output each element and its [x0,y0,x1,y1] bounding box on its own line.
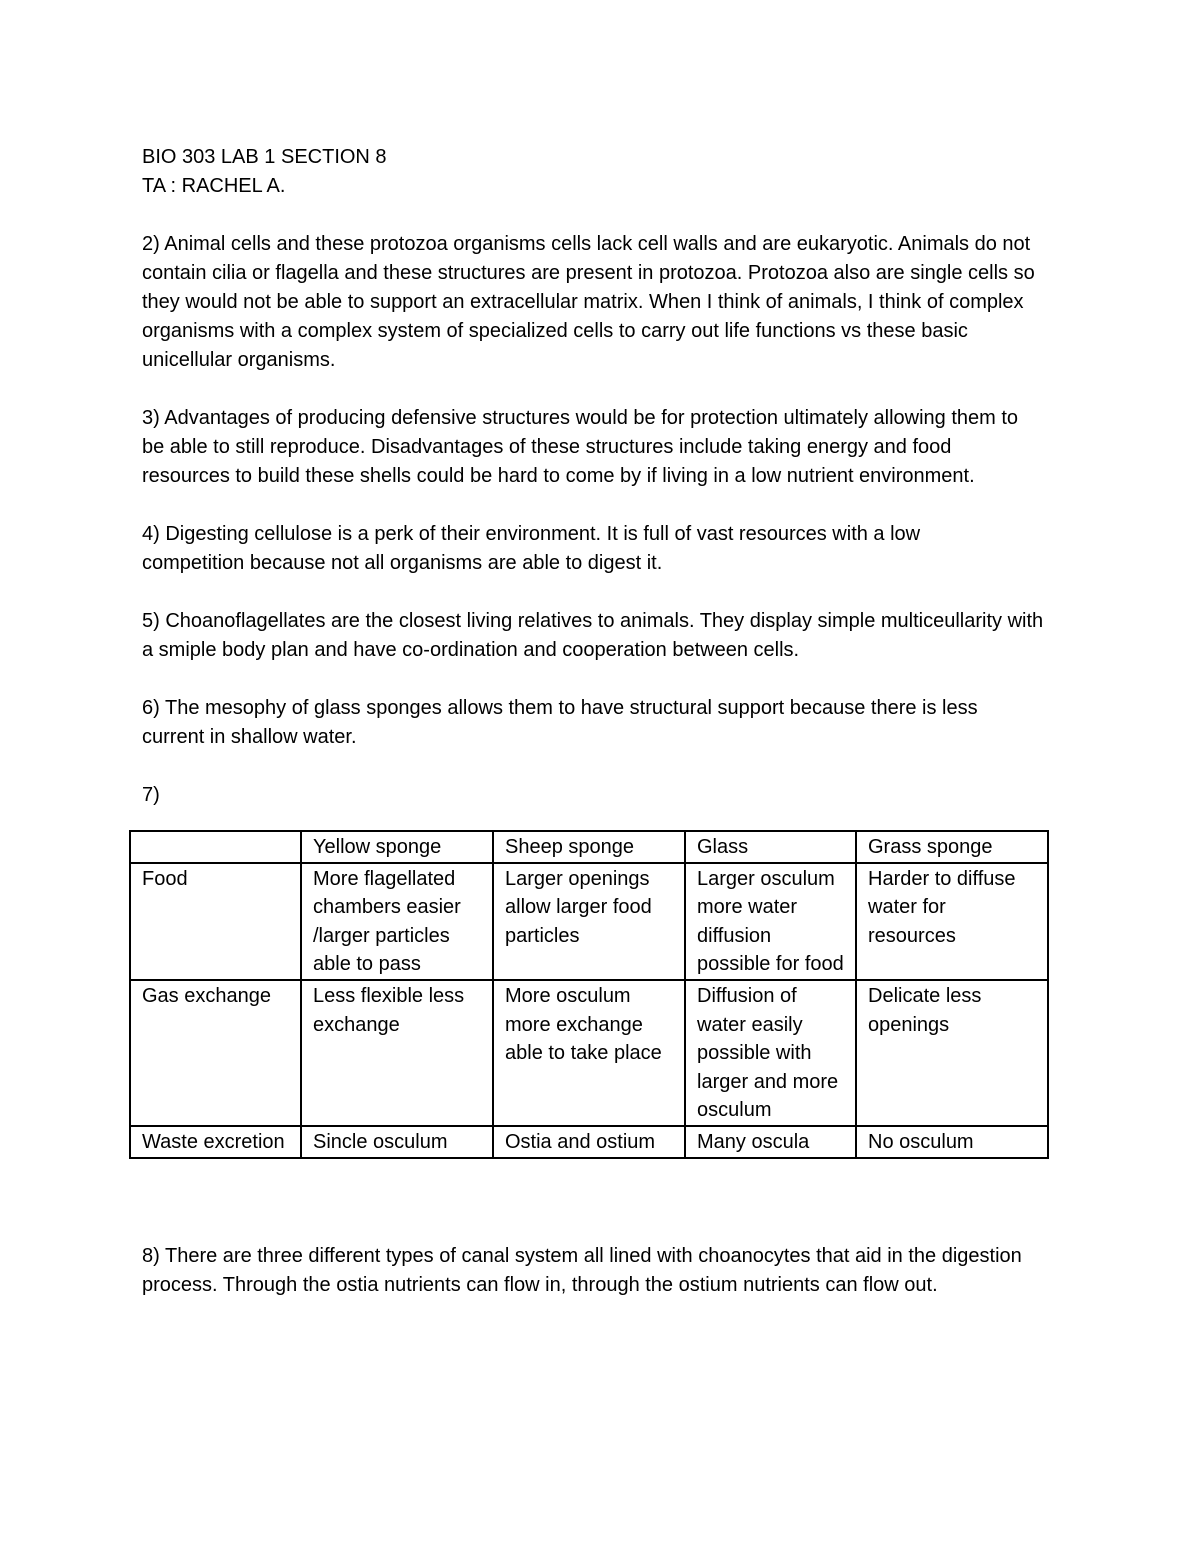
document-header [142,143,1062,201]
table-header-cell: Sheep sponge [493,831,685,863]
table-row [130,1126,1048,1158]
ta-name: TA : RACHEL A. [142,175,286,197]
table-header-row [130,831,1048,863]
table-header-cell: Grass sponge [856,831,1048,863]
sponge-comparison-table [129,830,1049,1159]
table-cell: Many oscula [685,1126,856,1158]
table-cell: Larger osculum more water diffusion possible for food [685,863,856,980]
table-cell: More osculum more exchange able to take place [493,980,685,1126]
course-title: BIO 303 LAB 1 SECTION 8 [142,146,387,168]
answer-3: 3) Advantages of producing defensive structures would be for protection ultimately allowing them to be able to still reproduce. Disadvantages of these structures include taking energy and food resources to build these shells could be hard to come by if living in a low nutrient environment. [142,407,1019,487]
answer-7-label: 7) [142,784,160,806]
document-body [142,143,1062,810]
table-cell: Harder to diffuse water for resources [856,863,1048,980]
table-cell: Ostia and ostium [493,1126,685,1158]
table-row [130,980,1048,1126]
table-header-cell [130,831,301,863]
table-cell: Food [130,863,301,980]
answer-8: 8) There are three different types of canal system all lined with choanocytes that aid in the digestion process. Through the ostia nutrients can flow in, through the ostium nutrients can flow out. [142,1245,1022,1296]
document-body-after-table [142,1242,1062,1329]
table-cell: Delicate less openings [856,980,1048,1126]
table-cell: More flagellated chambers easier /larger particles able to pass [301,863,493,980]
answer-4: 4) Digesting cellulose is a perk of their environment. It is full of vast resources with a low competition because not all organisms are able to digest it. [142,523,921,574]
table-header-cell: Yellow sponge [301,831,493,863]
answer-2: 2) Animal cells and these protozoa organisms cells lack cell walls and are eukaryotic. Animals do not contain cilia or flagella and these structures are present in protozoa. Protozoa also are single cells so they would not be able to support an extracellular matrix. When I think of animals, I think of complex organisms with a complex system of specialized cells to carry out life functions vs these basic unicellular organisms. [142,233,1035,371]
table-cell: Waste excretion [130,1126,301,1158]
table-row [130,863,1048,980]
table-cell: Sincle osculum [301,1126,493,1158]
answer-6: 6) The mesophy of glass sponges allows them to have structural support because there is less current in shallow water. [142,697,978,748]
table-cell: Gas exchange [130,980,301,1126]
table-cell: Diffusion of water easily possible with larger and more osculum [685,980,856,1126]
answer-5: 5) Choanoflagellates are the closest living relatives to animals. They display simple multiceullarity with a smiple body plan and have co-ordination and cooperation between cells. [142,610,1044,661]
table-cell: Larger openings allow larger food particles [493,863,685,980]
table-cell: Less flexible less exchange [301,980,493,1126]
table-cell: No osculum [856,1126,1048,1158]
table-header-cell: Glass [685,831,856,863]
